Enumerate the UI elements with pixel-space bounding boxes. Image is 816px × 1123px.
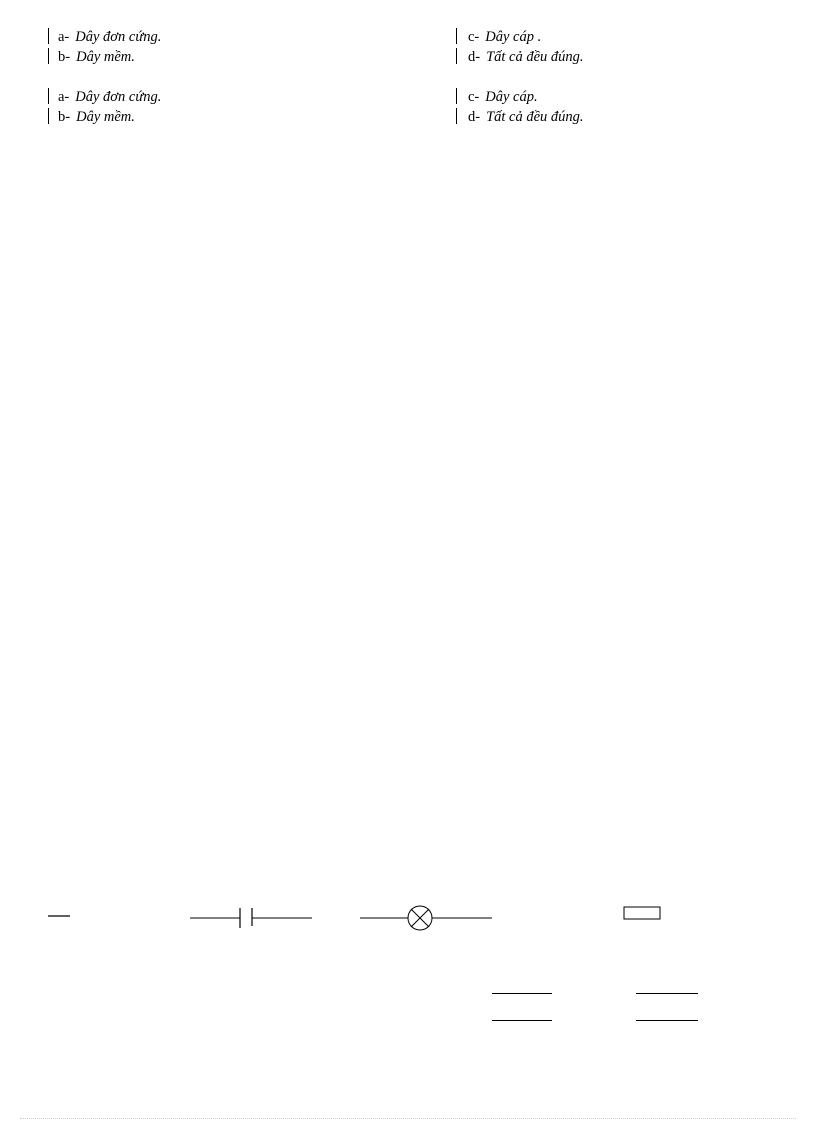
answer-option [58,109,135,126]
option-text: Dây đơn cứng. [75,89,162,105]
answer-option [468,29,541,46]
option-marker [48,108,49,124]
symbols-figure [40,900,740,940]
answer-blank [636,993,698,994]
option-text: Dây cáp. [485,89,538,105]
resistor-symbol [624,907,660,919]
option-marker [48,28,49,44]
option-marker [456,48,457,64]
option-text: Tất cả đều đúng. [486,49,584,65]
option-marker [456,88,457,104]
option-text: Dây cáp . [485,29,542,45]
option-letter: b- [58,109,71,125]
option-letter: d- [468,49,481,65]
option-text: Dây đơn cứng. [75,29,162,45]
answer-option [58,29,161,46]
answer-option [468,109,584,126]
answer-option [58,89,161,106]
option-text: Dây mềm. [76,109,135,125]
option-letter: a- [58,89,70,105]
answer-option [468,49,584,66]
option-marker [456,108,457,124]
footer-dotted-rule [20,1118,796,1119]
option-text: Dây mềm. [76,49,135,65]
answer-option [58,49,135,66]
option-letter: b- [58,49,71,65]
battery-symbol [190,908,312,928]
answer-option [468,89,538,106]
answer-blank [492,993,552,994]
option-marker [456,28,457,44]
option-text: Tất cả đều đúng. [486,109,584,125]
option-letter: d- [468,109,481,125]
option-letter: a- [58,29,70,45]
option-letter: c- [468,29,480,45]
answer-blank [636,1020,698,1021]
lamp-symbol [360,906,492,930]
option-marker [48,48,49,64]
option-letter: c- [468,89,480,105]
answer-blank [492,1020,552,1021]
option-marker [48,88,49,104]
